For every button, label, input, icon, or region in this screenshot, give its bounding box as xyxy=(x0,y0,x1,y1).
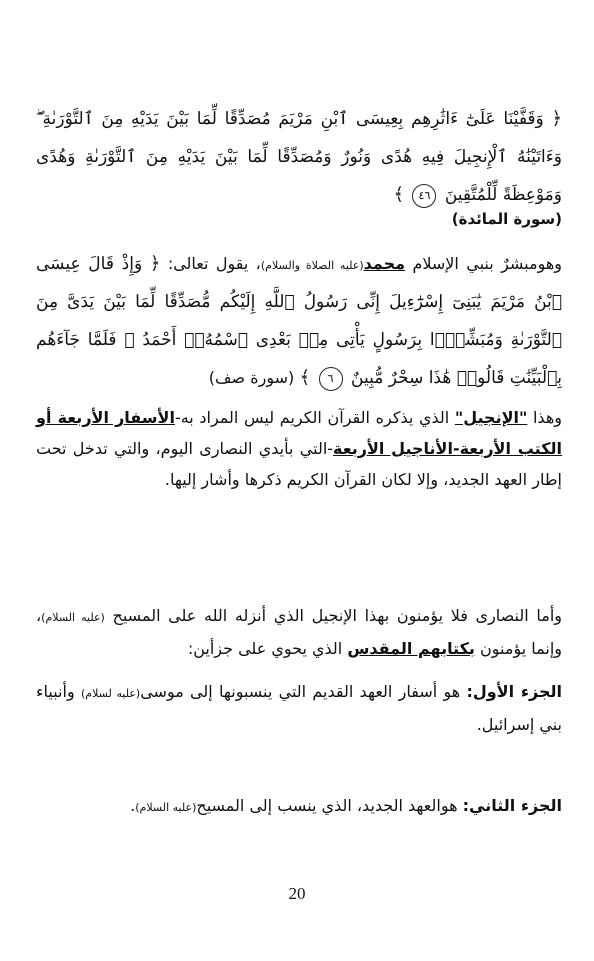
injil-term: "الإنجيل" xyxy=(454,408,528,427)
text: وأما النصارى فلا يؤمنون بهذا الإنجيل الذي أنزله الله على المسيح xyxy=(112,606,562,625)
surah-source-saff: (سورة صف) xyxy=(208,368,295,387)
surah-source-maidah: (سورة المائدة) xyxy=(451,210,562,228)
text: الذي يحوي على جزأين: xyxy=(187,639,343,658)
period: . xyxy=(130,796,136,815)
ayah-number: ٤٦ xyxy=(412,184,436,208)
intro-text: وهومبشرٌ بنبي الإسلام xyxy=(412,254,563,273)
salutation: (عليه لسلام) xyxy=(80,687,141,700)
salutation: (عليه السلام) xyxy=(41,611,105,624)
paragraph-injil xyxy=(36,402,562,495)
text: -التي بأيدي النصارى اليوم، والتي تدخل تحت إطار العهد الجديد، وإلا لكان القرآن الكريم ذكرها وأشار إليها. xyxy=(36,439,562,489)
part-one-text: هو أسفار العهد القديم التي ينسبونها إلى موسى xyxy=(140,682,461,701)
four-gospels-term: الأسفار الأربعة أو الكتب الأربعة-الأناجيل الأربعة xyxy=(36,408,562,458)
verse-text: وَقَفَّيْنَا عَلَىٰٓ ءَاثَٰرِهِم بِعِيسَى ٱبْنِ مَرْيَمَ مُصَدِّقًا لِّمَا بَيْنَ يَدَيْهِ مِنَ ٱلتَّوْرَىٰةِ ۖ وَءَاتَيْنَٰهُ ٱلْإِنجِيلَ فِيهِ هُدًى وَنُورٌ وَمُصَدِّقًا لِّمَا بَيْنَ يَدَيْهِ مِنَ ٱلتَّوْرَىٰةِ وَهُدًى وَمَوْعِظَةً لِّلْمُتَّقِينَ xyxy=(36,109,562,205)
ornate-bracket-close: ﴾ xyxy=(393,184,405,205)
paragraph-mubashshir xyxy=(36,245,562,397)
text: وهذا xyxy=(532,408,562,427)
text: ، وإنما يؤمنون xyxy=(36,606,562,658)
salutation: (عليه السلام) xyxy=(135,801,197,814)
ornate-bracket-open: ﴿ xyxy=(551,108,562,129)
part-one-text-2: وأنبياء بني إسرائيل. xyxy=(36,682,562,734)
part-two xyxy=(36,790,562,823)
part-one xyxy=(36,676,562,740)
prophet-name: محمد xyxy=(363,254,406,273)
part-two-text: هوالعهد الجديد، الذي ينسب إلى المسيح xyxy=(196,796,458,815)
ornate-bracket-open: ﴿ xyxy=(149,253,161,274)
part-one-label: الجزء الأول: xyxy=(466,682,562,701)
holy-book-term: بكتابهم المقدس xyxy=(347,639,475,658)
text: الذي يذكره القرآن الكريم ليس المراد به- xyxy=(174,408,450,427)
ornate-bracket-close: ﴾ xyxy=(299,367,311,388)
paragraph-christians xyxy=(36,600,562,664)
page-number: 20 xyxy=(288,884,306,903)
ayah-number: ٦ xyxy=(319,367,343,391)
says-text: ، يقول تعالى: xyxy=(167,254,261,273)
salutation: (عليه الصلاة والسلام) xyxy=(260,259,364,272)
verse-al-maidah-46 xyxy=(36,100,562,214)
verse-text: وَإِذْ قَالَ عِيسَى ٱبْنُ مَرْيَمَ يَٰبَنِىٓ إِسْرَٰٓءِيلَ إِنِّى رَسُولُ ٱللَّهِ إِلَيْكُم مُّصَدِّقًا لِّمَا بَيْنَ يَدَىَّ مِنَ ٱلتَّوْرَىٰةِ وَمُبَشِّرًۢا بِرَسُولٍ يَأْتِى مِنۢ بَعْدِى ٱسْمُهُۥٓ أَحْمَدُ ۖ فَلَمَّا جَآءَهُم بِٱلْبَيِّنَٰتِ قَالُوا۟ هَٰذَا سِحْرٌ مُّبِينٌ xyxy=(36,254,562,388)
part-two-label: الجزء الثاني: xyxy=(462,796,562,815)
